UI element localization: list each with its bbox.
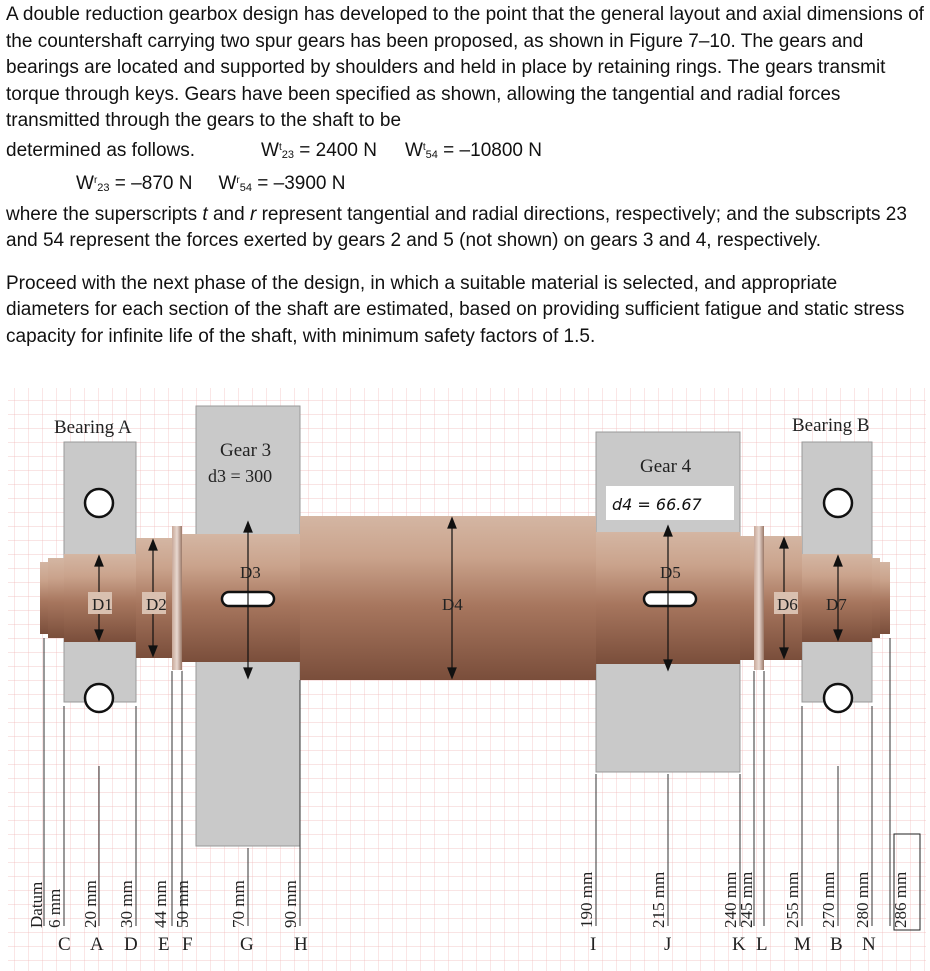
forces-line-1 bbox=[6, 135, 924, 169]
gear-3-label: Gear 3 bbox=[220, 440, 272, 461]
point-a: A bbox=[90, 934, 104, 955]
force-w54r: $W^r_{54} = -3900$ N bbox=[218, 173, 346, 194]
point-j: J bbox=[664, 934, 672, 955]
label-d6: D6 bbox=[777, 595, 798, 614]
gear-4-keyway bbox=[644, 592, 696, 606]
force-w23r: $W^r_{23} = -870$ N bbox=[76, 173, 193, 194]
gear-3-diameter: d3 = 300 bbox=[208, 466, 273, 486]
gear-4-handwritten-diameter: d4 = 66.67 bbox=[612, 495, 702, 514]
point-l: L bbox=[756, 934, 768, 955]
point-g: G bbox=[240, 934, 254, 955]
point-i: I bbox=[590, 934, 597, 955]
shaft bbox=[40, 516, 890, 680]
shaft-figure bbox=[0, 386, 930, 971]
force-w23t: $W^t_{23} = 2400$ N bbox=[261, 139, 377, 161]
paragraph-1 bbox=[6, 2, 924, 135]
point-n: N bbox=[862, 934, 876, 955]
intro-text: A double reduction gearbox design has developed to the point that the general layout and axial dimensions of the countershaft carrying two spur gears has been proposed, as shown in Figure 7–10. The gears and bearings are located and supported by shoulders and held in place by retaining rings. The gears transmit torque through keys. Gears have been specified as shown, allowing the tangential and radial forces transmitted through the gears to the shaft to be bbox=[6, 4, 924, 131]
dim-6: 6 mm bbox=[45, 888, 64, 928]
bearing-b-ball-top bbox=[824, 489, 852, 517]
task-text: Proceed with the next phase of the design, in which a suitable material is selected, and appropriate diameters for each section of the shaft are estimated, based on providing sufficient fatigue and static stress capacity for infinite life of the shaft, with minimum safety factors of 1.5. bbox=[6, 272, 905, 347]
dim-44: 44 mm bbox=[151, 880, 170, 928]
point-k: K bbox=[732, 934, 746, 955]
point-m: M bbox=[794, 934, 811, 955]
dim-255: 255 mm bbox=[783, 871, 802, 928]
dim-245: 245 mm bbox=[737, 871, 756, 928]
bearing-a-ball-top bbox=[85, 489, 113, 517]
label-d5: D5 bbox=[660, 563, 681, 582]
label-d7: D7 bbox=[826, 595, 847, 614]
dim-datum: Datum bbox=[27, 881, 46, 928]
dim-30: 30 mm bbox=[117, 880, 136, 928]
point-d: D bbox=[124, 934, 138, 955]
point-h: H bbox=[294, 934, 308, 955]
label-d4: D4 bbox=[442, 595, 463, 614]
problem-text bbox=[6, 2, 924, 350]
dim-50: 50 mm bbox=[173, 880, 192, 928]
gear-4-label: Gear 4 bbox=[640, 456, 692, 477]
point-b: B bbox=[830, 934, 843, 955]
dim-215: 215 mm bbox=[649, 871, 668, 928]
bearing-a-label: Bearing A bbox=[54, 417, 132, 438]
label-d3: D3 bbox=[240, 563, 261, 582]
dim-70: 70 mm bbox=[229, 880, 248, 928]
dim-286: 286 mm bbox=[891, 871, 910, 928]
point-f: F bbox=[182, 934, 193, 955]
point-e: E bbox=[158, 934, 170, 955]
dim-280: 280 mm bbox=[853, 871, 872, 928]
dim-190: 190 mm bbox=[577, 871, 596, 928]
bearing-a-ball-bottom bbox=[85, 684, 113, 712]
forces-line-2 bbox=[6, 168, 924, 202]
dim-240: 240 mm bbox=[721, 871, 740, 928]
point-c: C bbox=[58, 934, 71, 955]
bearing-b-label: Bearing B bbox=[792, 415, 870, 436]
paragraph-2 bbox=[6, 271, 924, 351]
bearing-b-ball-bottom bbox=[824, 684, 852, 712]
paragraph-where: where the superscripts t and r represent tangential and radial directions, respectively; and the subscripts 23 and 54 represent the forces exerted by gears 2 and 5 (not shown) on gears 3 and 4, respectively. bbox=[6, 203, 907, 251]
force-w54t: $W^t_{54} = -10800$ N bbox=[404, 139, 542, 161]
dim-20: 20 mm bbox=[81, 880, 100, 928]
dim-270: 270 mm bbox=[819, 871, 838, 928]
label-d2: D2 bbox=[146, 595, 167, 614]
determined-label: determined as follows. bbox=[6, 139, 196, 161]
label-d1: D1 bbox=[92, 595, 113, 614]
dim-90: 90 mm bbox=[281, 880, 300, 928]
